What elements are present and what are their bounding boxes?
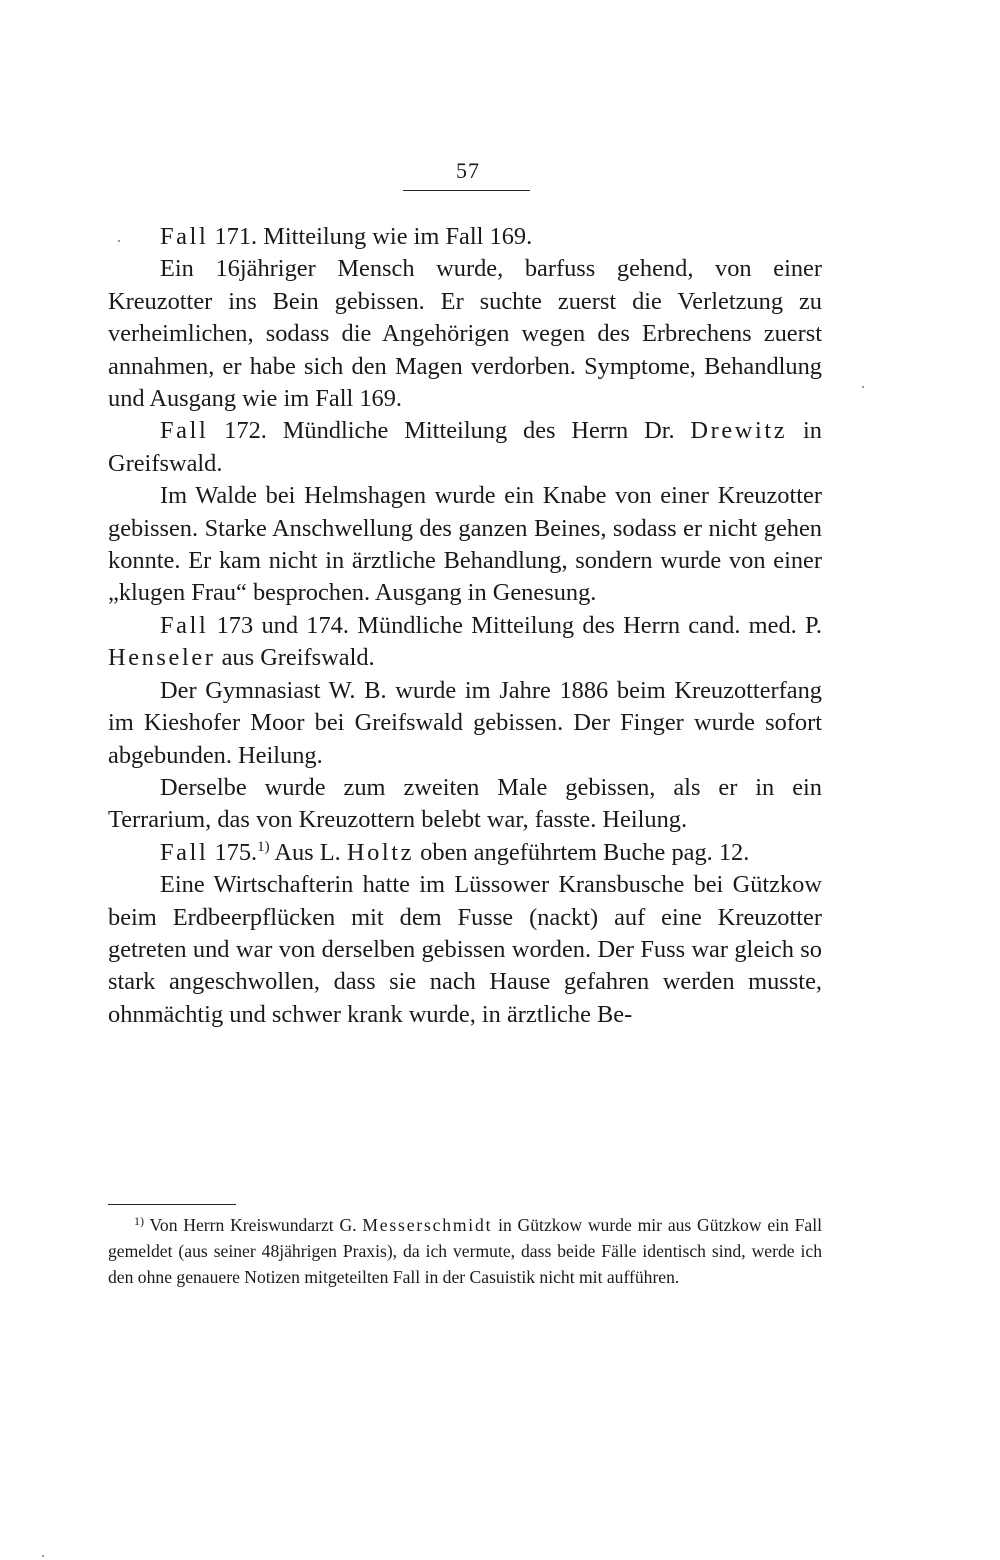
spaced-name: Holtz (346, 838, 415, 866)
footnote-text: Von Herrn Kreiswundarzt G. (144, 1215, 363, 1235)
case-label: Fall (160, 417, 209, 445)
page-number: 57 (456, 158, 480, 183)
case-label: Fall (160, 223, 209, 250)
body-text (108, 221, 822, 1031)
footnotes (108, 1212, 822, 1291)
case-label: Fall (160, 838, 209, 866)
header-rule (403, 190, 530, 191)
case-heading-171 (108, 221, 822, 253)
spaced-name: Messerschmidt (362, 1215, 493, 1235)
footnote-reference: 1) (257, 838, 270, 855)
footnote-text: in Gützkow wurde mir aus Gützkow ein Fall gemeldet (aus seiner 48jährigen Praxis), da ich vermute, dass beide Fälle identisch sind, werde ich den ohne genauere Notizen mitgeteilten Fall in der Casuistik nicht mit aufführen. (108, 1215, 822, 1288)
paper-speck (118, 240, 120, 242)
case-heading-tail: oben angeführtem Buche pag. 12. (414, 838, 750, 866)
footnote-mark: 1) (134, 1214, 144, 1228)
spaced-name: Henseler (108, 644, 216, 672)
case-paragraph: Ein 16jähriger Mensch wurde, barfuss gehend, von einer Kreuzotter ins Bein gebissen. Er suchte zuerst die Verletzung zu verheimlichen, sodass die Angehörigen wegen des Erbrechens zuerst annahmen, er habe sich den Magen verdorben. Symptome, Behandlung und Ausgang wie im Fall 169. (108, 255, 822, 413)
case-heading-tail: in Greifswald. (108, 417, 822, 477)
case-paragraph: Derselbe wurde zum zweiten Male gebissen, als er in ein Terrarium, das von Kreuzottern belebt war, fasste. Heilung. (108, 773, 822, 834)
paper-speck (42, 1555, 44, 1557)
case-heading-172 (108, 415, 822, 480)
case-paragraph: Im Walde bei Helmshagen wurde ein Knabe von einer Kreuzotter gebissen. Starke Anschwellung des ganzen Beines, sodass er nicht gehen konnte. Er kam nicht in ärztliche Behandlung, sondern wurde von einer „klugen Frau“ besprochen. Ausgang in Genesung. (108, 482, 822, 607)
case-heading-text: 173 und 174. Mündliche Mitteilung des Herrn cand. med. P. (208, 611, 822, 639)
case-heading-tail: aus Greifswald. (215, 644, 375, 672)
case-heading-text: 171. Mitteilung wie im Fall 169. (208, 223, 533, 250)
case-heading-text: Aus L. (269, 838, 347, 866)
footnote (108, 1212, 822, 1291)
case-heading-175 (108, 837, 822, 869)
case-heading-text: 175. (208, 838, 258, 866)
case-heading-173 (108, 610, 822, 675)
case-paragraph: Der Gymnasiast W. B. wurde im Jahre 1886 beim Kreuzotterfang im Kieshofer Moor bei Greifswald gebissen. Der Finger wurde sofort abgebunden. Heilung. (108, 676, 822, 769)
spaced-name: Drewitz (690, 417, 788, 445)
footnote-rule (108, 1204, 236, 1205)
paper-speck (862, 386, 864, 388)
case-paragraph: Eine Wirtschafterin hatte im Lüssower Kransbusche bei Gützkow beim Erdbeerpflücken mit dem Fusse (nackt) auf eine Kreuzotter getreten und war von derselben gebissen worden. Der Fuss war gleich so stark angeschwollen, dass sie nach Hause gefahren werden musste, ohnmächtig und schwer krank wurde, in ärztliche Be- (108, 871, 822, 1028)
case-heading-text: 172. Mündliche Mitteilung des Herrn Dr. (208, 417, 691, 445)
case-label: Fall (160, 611, 209, 639)
